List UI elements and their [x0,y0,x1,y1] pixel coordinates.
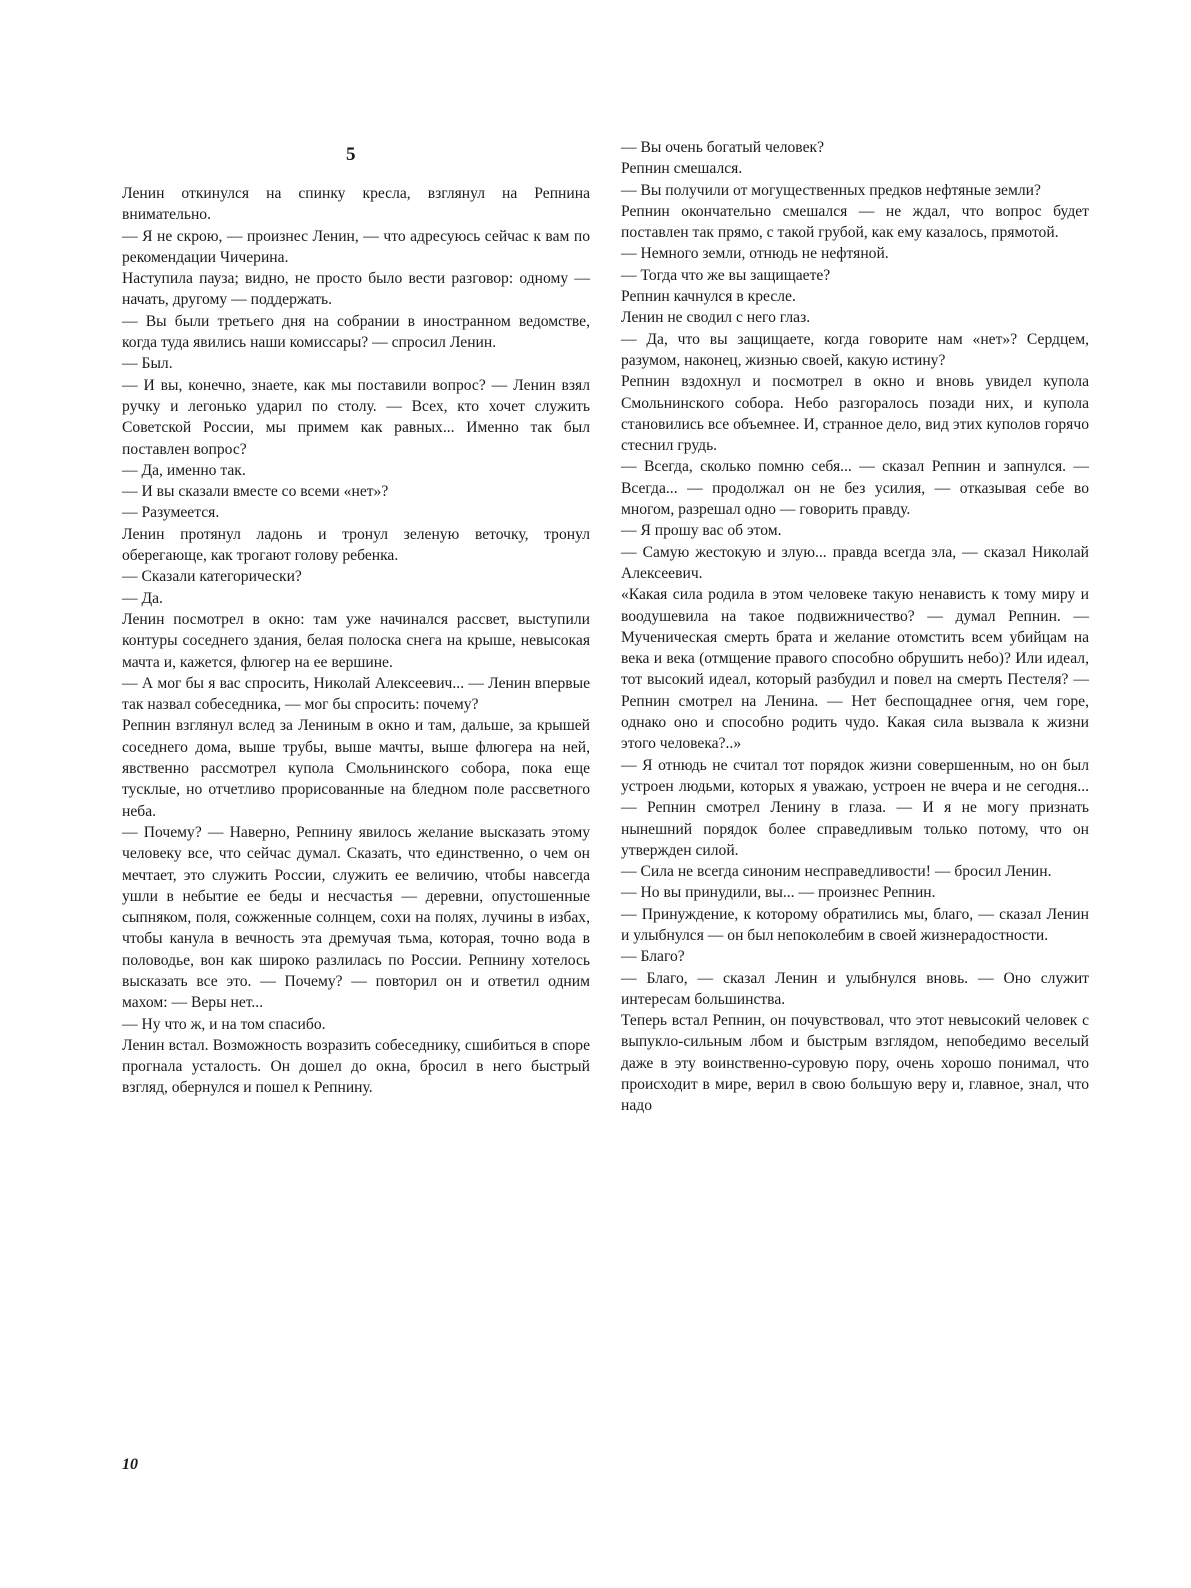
paragraph: — Вы очень богатый человек? [621,139,824,156]
paragraph: — Немного земли, отнюдь не нефтяной. [621,245,889,263]
paragraph: Теперь встал Репнин, он почувствовал, что этот невысокий человек с выпукло-сильным лбом и быстрым взглядом, непобедимо веселый даже в эту воинственно-суровую пору, очень хорошо понимал, что происходит в мире, верил в свою большую веру и, главное, знал, что надо [621,1012,1089,1115]
right-text-column [621,137,1089,1117]
paragraph: — Вы были третьего дня на собрании в иностранном ведомстве, когда туда явились наши комиссары? — спросил Ленин. [122,312,590,352]
paragraph: — Благо? [621,948,685,966]
paragraph: — Самую жестокую и злую... правда всегда зла, — сказал Николай Алексеевич. [621,543,1089,582]
paragraph: — Всегда, сколько помню себя... — сказал Репнин и запнулся. — Всегда... — продолжал он не без усилия, — отказывая себе во многом, разрешал одно — говорить правду. [621,458,1089,519]
paragraph: — Сила не всегда синоним несправедливости! — бросил Ленин. [621,863,1052,881]
paragraph: — И вы, конечно, знаете, как мы поставили вопрос? — Ленин взял ручку и легонько ударил по столу. — Всех, кто хочет служить Советской России, мы примем как равных... Именно так был поставлен вопрос? [122,376,590,458]
paragraph: Репнин качнулся в кресле. [621,288,796,306]
paragraph: Наступила пауза; видно, не просто было вести разговор: одному — начать, другому — поддержать. [122,270,590,309]
paragraph: — И вы сказали вместе со всеми «нет»? [122,483,389,501]
paragraph: Репнин окончательно смешался — не ждал, что вопрос будет поставлен так прямо, с такой грубой, как ему казалось, прямотой. [621,202,1089,242]
paragraph: — Да, что вы защищаете, когда говорите нам «нет»? Сердцем, разумом, наконец, жизнью своей, какую истину? [621,330,1089,369]
paragraph: Ленин не сводил с него глаз. [621,309,811,327]
paragraph: — Вы получили от могущественных предков нефтяные земли? [621,181,1041,199]
paragraph: Репнин взглянул вслед за Лениным в окно и там, дальше, за крышей соседнего дома, выше трубы, выше мачты, выше флюгера на ней, явственно рассмотрел купола Смольнинского собора, пока еще тусклые, но отчетливо прорисованные на бледном поле рассветного неба. [122,717,590,820]
paragraph: — Но вы принудили, вы... — произнес Репнин. [621,884,936,902]
paragraph: Репнин вздохнул и посмотрел в окно и вновь увидел купола Смольнинского собора. Небо разгоралось позади них, и купола становились все объемнее. И, странное дело, вид этих куполов горячо стеснил грудь. [621,373,1089,455]
paragraph: — Разумеется. [122,504,220,522]
paragraph: — А мог бы я вас спросить, Николай Алексеевич... — Ленин впервые так назвал собеседника, — мог бы спросить: почему? [122,674,590,714]
paragraph: — Да, именно так. [122,461,246,479]
paragraph: Ленин встал. Возможность возразить собеседнику, сшибиться в споре прогнала усталость. Он дошел до окна, бросил в него быстрый взгляд, обернулся и пошел к Репнину. [122,1036,590,1097]
chapter-number: 5 [346,144,356,165]
paragraph: — Благо, — сказал Ленин и улыбнулся вновь. — Оно служит интересам большинства. [621,969,1089,1008]
paragraph: — Ну что ж, и на том спасибо. [122,1015,326,1033]
page-number: 10 [122,1456,138,1473]
paragraph: Ленин протянул ладонь и тронул зеленую веточку, тронул оберегающе, как трогают голову ребенка. [122,525,590,565]
paragraph: — Тогда что же вы защищаете? [621,266,831,284]
paragraph: Ленин посмотрел в окно: там уже начинался рассвет, выступили контуры соседнего здания, белая полоска снега на крыше, невысокая мачта и, кажется, флюгер на ее вершине. [122,610,590,671]
paragraph: «Какая сила родила в этом человеке такую ненависть к тому миру и воодушевила на такое подвижничество? — думал Репнин. — Мученическая смерть брата и желание отомстить всем убийцам на века и века (отмщение правого способно обрушить небо)? Или идеал, тот высокий идеал, который разбудил и повел на смерть Пестеля? — Репнин смотрел на Ленина. — Нет беспощаднее огня, чем горе, однако оно и способно родить чудо. Какая сила вызвала к жизни этого человека?..» [621,586,1089,753]
paragraph: — Почему? — Наверно, Репнину явилось желание высказать этому человеку все, что сейчас думал. Сказать, что единственно, о чем он мечтает, это служить России, служить ее величию, чтобы навсегда ушли в небытие ее беды и несчастья — деревни, опустошенные сыпняком, поля, сожженные солнцем, сохи на полях, лучины в избах, чтобы канула в вечность эта дремучая тьма, которая, точно вода в половодье, вон как широко разлилась по России. Репнину хотелось высказать все это. — Почему? — повторил он и ответил одним махом: — Веры нет... [122,823,590,1012]
paragraph: — Я не скрою, — произнес Ленин, — что адресуюсь сейчас к вам по рекомендации Чичерина. [122,227,590,266]
paragraph: — Был. [122,355,173,373]
paragraph: — Принуждение, к которому обратились мы, благо, — сказал Ленин и улыбнулся — он был непоколебим в своей жизнерадостности. [621,905,1089,944]
paragraph: — Да. [122,589,163,607]
paragraph: — Сказали категорически? [122,568,302,586]
paragraph: Ленин откинулся на спинку кресла, взглянул на Репнина внимательно. [122,185,590,224]
paragraph: — Я отнюдь не считал тот порядок жизни совершенным, но он был устроен людьми, которых я уважаю, устроен не вчера и не сегодня... — Репнин смотрел Ленину в глаза. — И я не могу признать нынешний порядок более справедливым только потому, что он утвержден силой. [621,756,1089,859]
paragraph: — Я прошу вас об этом. [621,522,782,540]
left-text-column [122,183,590,1099]
paragraph: Репнин смешался. [621,160,743,178]
